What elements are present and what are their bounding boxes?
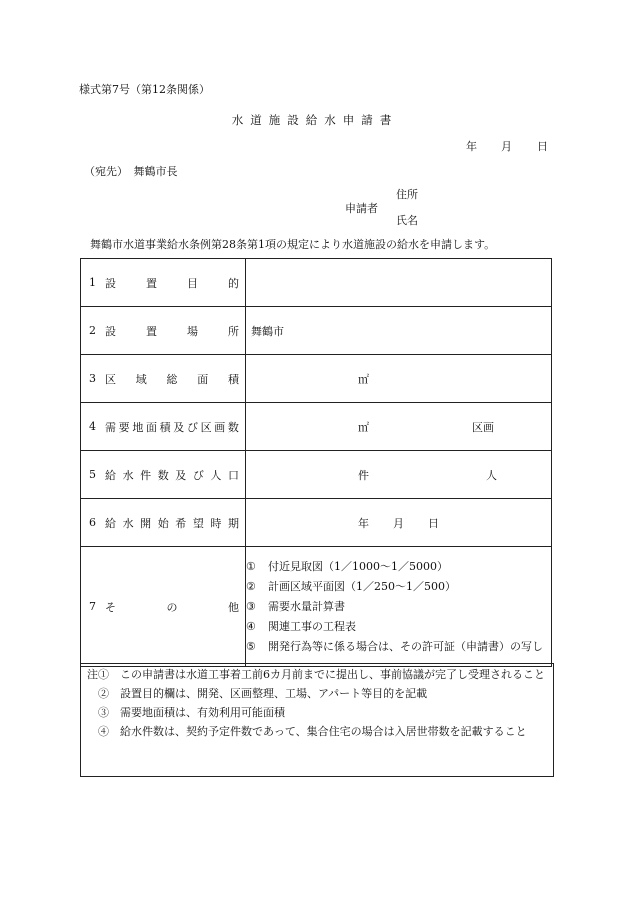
row-label-char: 始	[157, 516, 169, 530]
attachment-item: ③ 需要水量計算書	[246, 599, 345, 613]
row-label-char: 給	[105, 516, 116, 530]
year-label: 年	[358, 516, 369, 530]
row-other	[81, 547, 552, 667]
row-number: 1	[89, 276, 96, 289]
row-label-char: 設	[105, 324, 116, 338]
attachment-item: ⑤ 開発行為等に係る場合は、その許可証（申請書）の写し	[246, 639, 543, 653]
row-label	[81, 467, 245, 483]
row-label-char: 及	[173, 420, 185, 434]
row-label-char: 総	[166, 372, 178, 386]
row-label-char: 区	[200, 420, 212, 434]
row-label-char: 地	[132, 420, 144, 434]
row-label-char: の	[166, 600, 178, 614]
row-label-char: 置	[146, 276, 157, 290]
row-label	[81, 515, 245, 531]
month-label: 月	[393, 516, 404, 530]
row-label	[81, 371, 245, 387]
row-label-char: 数	[157, 468, 169, 482]
attachment-item: ② 計画区域平面図（1／250～1／500）	[246, 579, 456, 593]
row-label-char: 面	[145, 420, 157, 434]
form-number: 様式第7号（第12条関係）	[79, 83, 210, 96]
row-label-char: 的	[228, 276, 239, 290]
lot-unit: 区画	[472, 420, 494, 434]
row-label	[81, 275, 245, 291]
location-field[interactable]	[246, 307, 552, 355]
application-table	[80, 258, 552, 667]
row-label-text	[105, 371, 245, 387]
row-label	[81, 419, 245, 435]
area-unit: ㎡	[358, 372, 369, 386]
row-total-area	[81, 355, 552, 403]
row-label-char: 数	[227, 420, 239, 434]
row-label-text	[105, 467, 245, 483]
demand-area-field[interactable]	[246, 403, 552, 451]
row-number: 2	[89, 324, 96, 337]
name-label: 氏名	[396, 214, 418, 227]
address-label: 住所	[396, 188, 418, 201]
attachment-item: ④ 関連工事の工程表	[246, 619, 356, 633]
row-label-char: 要	[118, 420, 130, 434]
row-label-char: 期	[227, 516, 239, 530]
row-label-char: 設	[105, 276, 116, 290]
row-label-char: 水	[122, 468, 134, 482]
area-unit: ㎡	[358, 420, 369, 434]
location-value: 舞鶴市	[251, 324, 284, 338]
row-number: 3	[89, 372, 96, 385]
row-label-char: 時	[210, 516, 222, 530]
start-date-field[interactable]	[246, 499, 552, 547]
row-label-text	[105, 599, 245, 615]
row-location	[81, 307, 552, 355]
row-supply-count	[81, 451, 552, 499]
row-number: 4	[89, 420, 96, 433]
row-label-char: 件	[140, 468, 152, 482]
note-item: ② 設置目的欄は、開発、区画整理、工場、アパート等目的を記載	[87, 687, 428, 700]
note-item: ④ 給水件数は、契約予定件数であって、集合住宅の場合は入居世帯数を記載すること	[87, 725, 527, 738]
row-label-text	[105, 515, 245, 531]
row-number: 5	[89, 468, 96, 481]
purpose-field[interactable]	[246, 259, 552, 307]
row-label-char: 場	[187, 324, 198, 338]
row-label	[81, 323, 245, 339]
row-label	[81, 599, 245, 615]
row-number: 7	[89, 600, 96, 613]
attachment-item: ① 付近見取図（1／1000～1／5000）	[246, 559, 448, 573]
population-unit: 人	[486, 468, 497, 482]
row-label-char: 口	[227, 468, 239, 482]
row-label-char: 積	[228, 372, 239, 386]
row-label-text	[105, 323, 245, 339]
row-start-date	[81, 499, 552, 547]
row-label-char: 区	[105, 372, 116, 386]
row-label-char: 目	[187, 276, 198, 290]
row-label-text	[105, 275, 245, 291]
row-label-char: 及	[175, 468, 187, 482]
supply-count-field[interactable]	[246, 451, 552, 499]
row-label-char: 水	[122, 516, 134, 530]
attachment-list	[246, 547, 552, 667]
row-label-char: 面	[197, 372, 209, 386]
row-label-char: 画	[214, 420, 226, 434]
row-label-char: 希	[175, 516, 187, 530]
row-label-char: 積	[159, 420, 171, 434]
document-title: 水道施設給水申請書	[231, 113, 399, 127]
date-year-label: 年	[466, 140, 477, 153]
row-label-char: 他	[228, 600, 239, 614]
addressee: （宛先） 舞鶴市長	[84, 165, 178, 178]
note-item: 注① この申請書は水道工事着工前6カ月前までに提出し、事前協議が完了し受理されること	[87, 668, 545, 681]
application-statement: 舞鶴市水道事業給水条例第28条第1項の規定により水道施設の給水を申請します。	[90, 238, 496, 251]
row-label-char: び	[186, 420, 198, 434]
row-label-char: 望	[192, 516, 204, 530]
row-label-text	[105, 419, 245, 435]
row-number: 6	[89, 516, 96, 529]
row-demand-area	[81, 403, 552, 451]
row-purpose	[81, 259, 552, 307]
date-day-label: 日	[537, 140, 548, 153]
row-label-char: 人	[210, 468, 222, 482]
row-label-char: 給	[105, 468, 116, 482]
row-label-char: 開	[140, 516, 152, 530]
row-label-char: 域	[135, 372, 147, 386]
row-label-char: 置	[146, 324, 157, 338]
applicant-label: 申請者	[345, 202, 378, 215]
row-label-char: そ	[105, 600, 116, 614]
note-item: ③ 需要地面積は、有効利用可能面積	[87, 706, 285, 719]
total-area-field[interactable]	[246, 355, 552, 403]
day-label: 日	[428, 516, 439, 530]
notes-box	[80, 663, 554, 777]
row-label-char: び	[192, 468, 204, 482]
date-month-label: 月	[501, 140, 512, 153]
row-label-char: 所	[228, 324, 239, 338]
count-unit: 件	[358, 468, 369, 482]
row-label-char: 需	[105, 420, 116, 434]
